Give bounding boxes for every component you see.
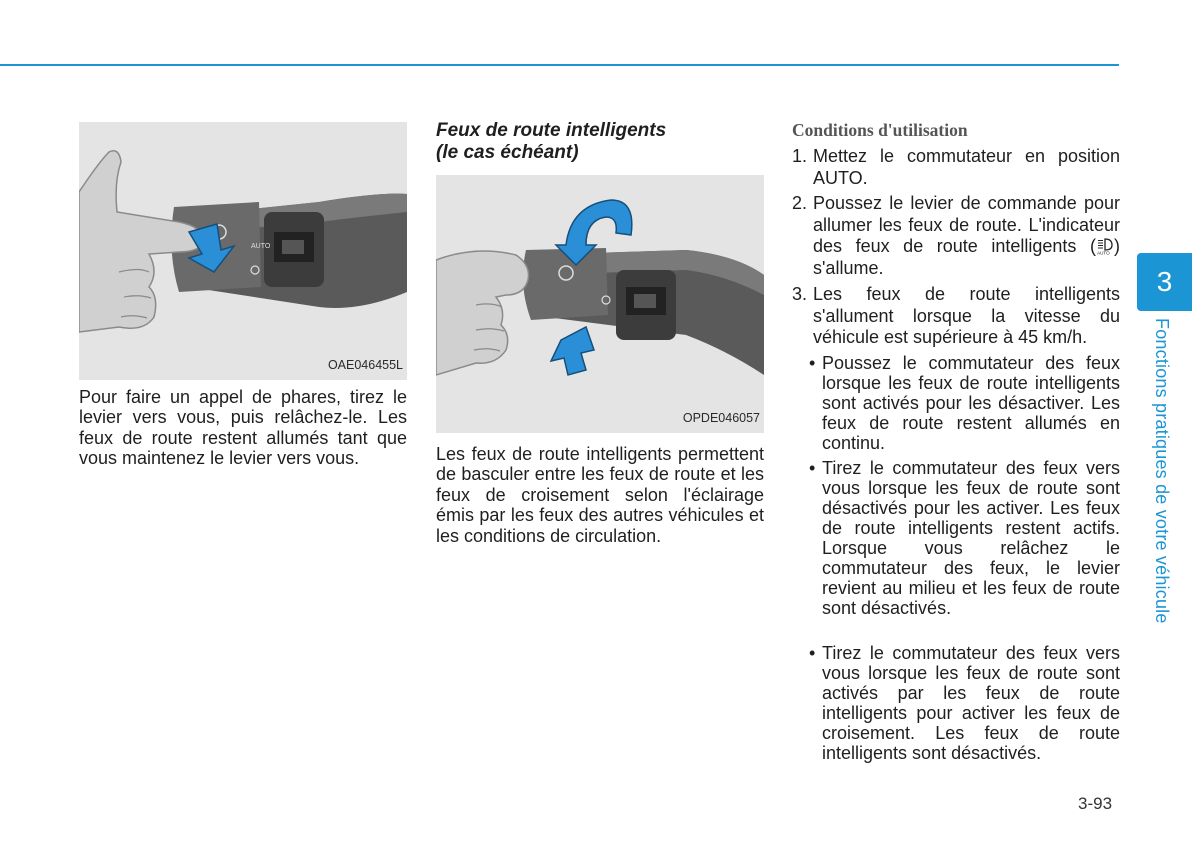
list-item: 3. Les feux de route intelligents s'allument lorsque la vitesse du véhicule est supérieure à 45 km/h. bbox=[792, 284, 1120, 347]
page-number: 3-93 bbox=[1078, 794, 1113, 813]
chapter-tab bbox=[1137, 253, 1192, 311]
conditions-heading: Conditions d'utilisation bbox=[792, 120, 968, 140]
bullet-item: • Tirez le commutateur des feux vers vous lorsque les feux de route sont désactivés pour les activer. Les feux de route intelligents restent actifs. Lorsque vous relâchez le commutateur des feux, le levier revient au milieu et les feux de route sont désactivés. bbox=[809, 458, 1120, 618]
lever-push-illustration bbox=[436, 175, 764, 433]
svg-text:AUTO: AUTO bbox=[1097, 250, 1110, 255]
high-beam-auto-icon bbox=[1096, 237, 1114, 255]
chapter-title-text: Fonctions pratiques de votre véhicule bbox=[1152, 318, 1172, 624]
chapter-title bbox=[1151, 318, 1175, 630]
figure-code: OAE046455L bbox=[327, 358, 403, 372]
section-heading bbox=[436, 120, 766, 164]
figure-smart-high-beam bbox=[436, 175, 764, 433]
bullet-item: • Poussez le commutateur des feux lorsque les feux de route intelligents sont activés pour les désactiver. Les feux de route restent allumés en continu. bbox=[809, 353, 1120, 453]
bullet-item: • Tirez le commutateur des feux vers vous lorsque les feux de route sont activés par les feux de route intelligents pour activer les feux de croisement. Les feux de route intelligents sont désactivés. bbox=[809, 643, 1120, 763]
figure-flash-to-pass bbox=[79, 122, 407, 380]
list-item: 1. Mettez le commutateur en position AUTO. bbox=[792, 146, 1120, 188]
lever-pull-illustration bbox=[79, 122, 407, 380]
middle-paragraph: Les feux de route intelligents permettent de basculer entre les feux de route et les feux de croisement selon l'éclairage émis par les feux des autres véhicules et les conditions de circulation. bbox=[436, 444, 764, 546]
figure-code: OPDE046057 bbox=[682, 411, 760, 425]
top-rule bbox=[0, 64, 1119, 66]
left-paragraph: Pour faire un appel de phares, tirez le levier vers vous, puis relâchez-le. Les feux de route restent allumés tant que vous maintenez le levier vers vous. bbox=[79, 387, 407, 469]
chapter-number: 3 bbox=[1156, 266, 1173, 297]
list-item: 2. Poussez le levier de commande pour allumer les feux de route. L'indicateur des feux de route intelligents ( AUTO ) s'allume. bbox=[792, 193, 1120, 278]
svg-text:AUTO: AUTO bbox=[251, 243, 271, 250]
section-heading-line2: (le cas échéant) bbox=[436, 142, 579, 163]
section-heading-line1: Feux de route intelligents bbox=[436, 120, 667, 141]
